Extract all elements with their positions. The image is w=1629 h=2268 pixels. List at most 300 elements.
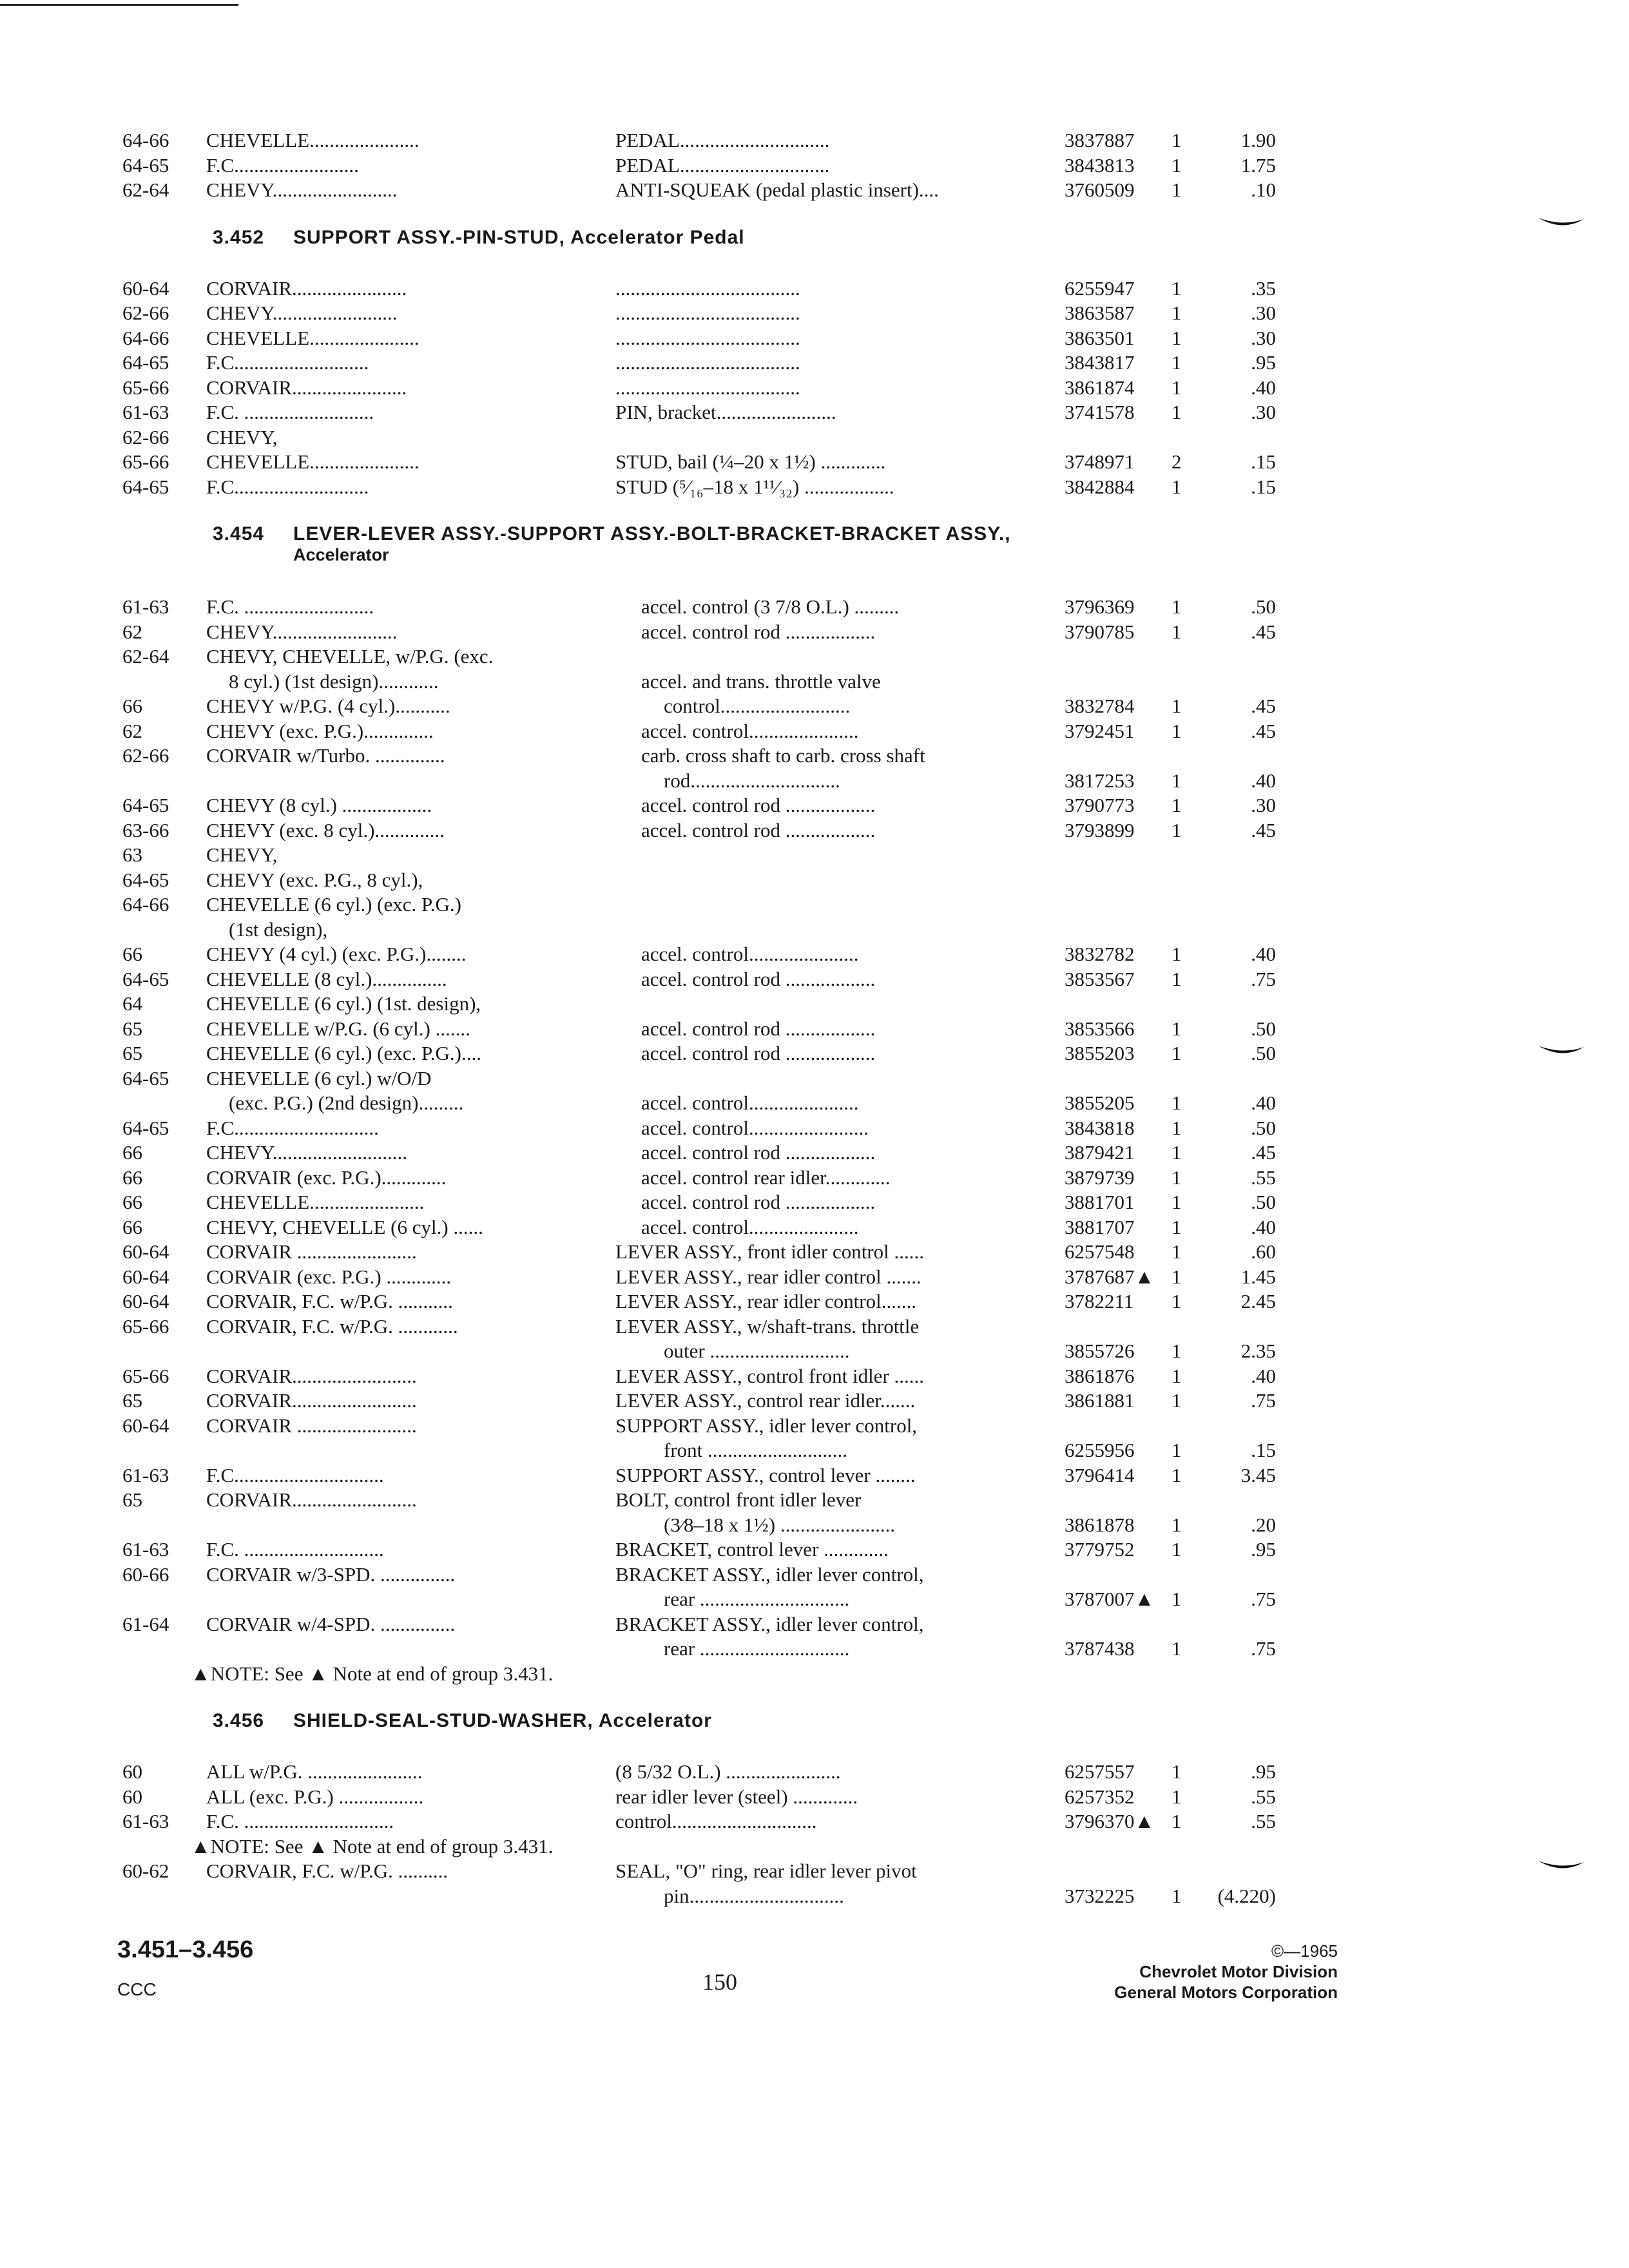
price: .35	[1251, 276, 1276, 300]
part-description: accel. control rod ..................	[641, 620, 876, 643]
part-number: 3881701	[1065, 1191, 1135, 1213]
price: .15	[1251, 475, 1276, 498]
quantity: 1	[1171, 1785, 1182, 1808]
table-row	[0, 350, 1629, 376]
part-description: STUD, bail (¼–20 x 1½) .............	[615, 450, 886, 473]
model-year: 60-64	[122, 1265, 169, 1288]
model-name: CORVAIR w/3-SPD. ...............	[206, 1562, 456, 1586]
model-name: F.C..............................	[206, 1463, 384, 1486]
price: .75	[1251, 1588, 1276, 1610]
model-name: CHEVELLE (6 cyl.) (1st. design),	[206, 992, 481, 1015]
table-row	[0, 1314, 1629, 1340]
model-year: 62	[122, 620, 142, 643]
model-year: 64-65	[122, 794, 169, 816]
quantity: 1	[1171, 326, 1182, 349]
model-year: 62-64	[122, 645, 169, 668]
part-number: 3863501	[1065, 326, 1135, 349]
part-description: outer ............................	[664, 1340, 850, 1362]
model-year: 65-66	[122, 450, 169, 473]
quantity: 2	[1171, 450, 1182, 473]
quantity: 1	[1171, 1810, 1182, 1832]
quantity: 1	[1171, 1042, 1182, 1064]
model-year: 61-63	[122, 1810, 169, 1832]
model-name: CHEVELLE (8 cyl.)...............	[206, 967, 447, 990]
part-number: 3792451	[1065, 719, 1135, 742]
footer-publisher	[1114, 1941, 1338, 2003]
part-number: 3843813	[1065, 153, 1135, 177]
part-description: BOLT, control front idler lever	[615, 1488, 862, 1511]
section-title: SUPPORT ASSY.-PIN-STUD, Accelerator Pedal	[293, 226, 745, 248]
model-year: 65	[122, 1389, 142, 1412]
price: 1.75	[1240, 153, 1276, 177]
model-year: 62	[122, 719, 142, 742]
quantity: 1	[1171, 1513, 1182, 1536]
table-row	[0, 1189, 1629, 1215]
price: 2.35	[1240, 1340, 1276, 1362]
part-number: 3760509	[1065, 178, 1135, 201]
model-year: 64-65	[122, 1066, 169, 1090]
model-name: 8 cyl.) (1st design)............	[229, 669, 439, 693]
model-year: 63-66	[122, 818, 169, 841]
quantity: 1	[1171, 351, 1182, 374]
section-number: 3.454	[213, 523, 265, 544]
part-description: accel. control rod ..................	[641, 1042, 876, 1064]
quantity: 1	[1171, 794, 1182, 816]
model-name: CHEVY.........................	[206, 178, 398, 201]
part-number: 3748971	[1065, 450, 1135, 473]
quantity: 1	[1171, 1191, 1182, 1213]
part-description: accel. control......................	[641, 1091, 859, 1114]
part-number: 3879421	[1065, 1141, 1135, 1164]
model-year: 66	[122, 1215, 142, 1238]
table-row	[0, 177, 1629, 203]
quantity: 1	[1171, 1116, 1182, 1139]
model-name: CHEVELLE.......................	[206, 1191, 425, 1213]
model-name: CORVAIR.......................	[206, 276, 407, 300]
table-row	[0, 1586, 1629, 1612]
model-year: 64	[122, 992, 142, 1015]
model-year: 64-66	[122, 326, 169, 349]
part-number: 3787687▲	[1065, 1265, 1155, 1288]
quantity: 1	[1171, 1389, 1182, 1412]
quantity: 1	[1171, 1091, 1182, 1114]
model-year: 61-64	[122, 1612, 169, 1635]
model-name: CHEVY, CHEVELLE (6 cyl.) ......	[206, 1215, 483, 1238]
quantity: 1	[1171, 153, 1182, 177]
price: .45	[1251, 719, 1276, 742]
binder-punch-mark	[1537, 213, 1585, 238]
model-year: 61-63	[122, 595, 169, 618]
price: .30	[1251, 302, 1276, 324]
part-description: SUPPORT ASSY., idler lever control,	[615, 1414, 918, 1437]
quantity: 1	[1171, 1439, 1182, 1461]
model-year: 66	[122, 1166, 142, 1189]
part-number: 3855726	[1065, 1340, 1135, 1362]
table-row	[0, 1759, 1629, 1785]
table-row	[0, 1809, 1629, 1834]
binder-punch-mark	[1537, 1041, 1585, 1066]
price: .50	[1251, 1191, 1276, 1213]
table-row	[0, 991, 1629, 1017]
model-year: 60-64	[122, 1414, 169, 1437]
price: .95	[1251, 351, 1276, 374]
quantity: 1	[1171, 595, 1182, 618]
price: .45	[1251, 620, 1276, 643]
section-title: LEVER-LEVER ASSY.-SUPPORT ASSY.-BOLT-BRACKET-BRACKET ASSY.,	[293, 523, 1011, 544]
table-row	[0, 1413, 1629, 1439]
model-year: 62-66	[122, 302, 169, 324]
model-name: F.C...........................	[206, 351, 369, 374]
quantity: 1	[1171, 695, 1182, 717]
model-name: F.C.............................	[206, 1116, 379, 1139]
table-row	[0, 399, 1629, 425]
part-number: 3832782	[1065, 943, 1135, 965]
model-year: 64-65	[122, 868, 169, 891]
table-row	[0, 842, 1629, 868]
table-row	[0, 276, 1629, 302]
table-row	[0, 818, 1629, 843]
model-year: 62-66	[122, 744, 169, 767]
model-name: CORVAIR.........................	[206, 1488, 417, 1511]
price: .75	[1251, 1389, 1276, 1412]
table-row	[0, 1388, 1629, 1414]
price: .45	[1251, 695, 1276, 717]
price: .30	[1251, 794, 1276, 816]
table-row	[0, 1066, 1629, 1091]
quantity: 1	[1171, 1240, 1182, 1263]
quantity: 1	[1171, 1141, 1182, 1164]
model-name: ALL (exc. P.G.) .................	[206, 1785, 424, 1808]
part-number: 3842884	[1065, 475, 1135, 498]
model-name: F.C. ..............................	[206, 1810, 394, 1832]
table-row	[0, 474, 1629, 500]
model-year: 60	[122, 1760, 142, 1783]
price: .40	[1251, 376, 1276, 399]
table-row	[0, 1611, 1629, 1637]
price: .75	[1251, 967, 1276, 990]
part-description: LEVER ASSY., w/shaft-trans. throttle	[615, 1314, 920, 1338]
section-heading	[213, 1710, 712, 1732]
part-description: ANTI-SQUEAK (pedal plastic insert)....	[615, 178, 939, 201]
part-description: accel. control rod ..................	[641, 1017, 876, 1040]
quantity: 1	[1171, 1265, 1182, 1288]
price: .50	[1251, 1017, 1276, 1040]
model-year: 62-64	[122, 178, 169, 201]
price: .20	[1251, 1513, 1276, 1536]
part-number: 3853567	[1065, 967, 1135, 990]
section-heading	[213, 523, 1011, 545]
part-description: PEDAL..............................	[615, 153, 830, 177]
model-name: CHEVY (exc. P.G., 8 cyl.),	[206, 868, 423, 891]
quantity: 1	[1171, 943, 1182, 965]
part-description: accel. control rod ..................	[641, 1141, 876, 1164]
price: .10	[1251, 178, 1276, 201]
table-row	[0, 1437, 1629, 1463]
quantity: 1	[1171, 620, 1182, 643]
table-row	[0, 425, 1629, 450]
model-name: CORVAIR (exc. P.G.).............	[206, 1166, 447, 1189]
table-row	[0, 1215, 1629, 1240]
part-description: rear ..............................	[664, 1637, 850, 1660]
part-number: 3855205	[1065, 1091, 1135, 1114]
part-description: BRACKET ASSY., idler lever control,	[615, 1562, 924, 1586]
model-name: (exc. P.G.) (2nd design).........	[229, 1091, 464, 1114]
model-name: CHEVELLE......................	[206, 450, 419, 473]
model-year: 65-66	[122, 1314, 169, 1338]
model-name: CORVAIR (exc. P.G.) .............	[206, 1265, 452, 1288]
footer-code: CCC	[117, 1979, 157, 1999]
part-description: BRACKET ASSY., idler lever control,	[615, 1612, 924, 1635]
model-year: 65-66	[122, 376, 169, 399]
part-description: .....................................	[615, 276, 800, 300]
part-number: 3863587	[1065, 302, 1135, 324]
model-name: CHEVY (exc. 8 cyl.)..............	[206, 818, 445, 841]
note: ▲NOTE: See ▲ Note at end of group 3.431.	[191, 1834, 554, 1858]
price: .30	[1251, 401, 1276, 423]
table-row	[0, 1463, 1629, 1488]
table-row	[0, 325, 1629, 351]
model-name: F.C. ..........................	[206, 401, 374, 423]
top-rule	[0, 4, 238, 6]
table-row	[0, 718, 1629, 744]
part-number: 3787007▲	[1065, 1588, 1155, 1610]
price: .75	[1251, 1637, 1276, 1660]
table-row	[0, 941, 1629, 967]
price: .45	[1251, 1141, 1276, 1164]
table-row	[0, 1363, 1629, 1389]
model-year: 64-66	[122, 129, 169, 151]
table-row	[0, 966, 1629, 992]
quantity: 1	[1171, 719, 1182, 742]
table-row	[0, 1487, 1629, 1513]
model-name: CORVAIR, F.C. w/P.G. ..........	[206, 1860, 448, 1882]
model-name: CORVAIR.......................	[206, 376, 407, 399]
table-row	[0, 1115, 1629, 1141]
table-row	[0, 1883, 1629, 1909]
part-number: 3741578	[1065, 401, 1135, 423]
table-row	[0, 917, 1629, 943]
part-number: 3843817	[1065, 351, 1135, 374]
part-description: front ............................	[664, 1439, 848, 1461]
model-name: CHEVELLE (6 cyl.) w/O/D	[206, 1066, 432, 1090]
table-row	[0, 793, 1629, 818]
model-name: (1st design),	[229, 918, 328, 941]
quantity: 1	[1171, 376, 1182, 399]
part-number: 3843818	[1065, 1116, 1135, 1139]
price: .95	[1251, 1760, 1276, 1783]
part-description: PEDAL..............................	[615, 129, 830, 151]
model-name: CHEVELLE (6 cyl.) (exc. P.G.)	[206, 893, 462, 916]
model-name: CHEVY,	[206, 425, 278, 448]
quantity: 1	[1171, 1340, 1182, 1362]
model-year: 61-63	[122, 401, 169, 423]
model-year: 66	[122, 1141, 142, 1164]
price: .40	[1251, 943, 1276, 965]
table-row	[0, 128, 1629, 153]
section-number: 3.456	[213, 1710, 265, 1731]
model-name: CHEVELLE w/P.G. (6 cyl.) .......	[206, 1017, 470, 1040]
model-name: CHEVELLE (6 cyl.) (exc. P.G.)....	[206, 1042, 482, 1064]
price: .15	[1251, 450, 1276, 473]
price: .60	[1251, 1240, 1276, 1263]
table-row	[0, 1264, 1629, 1290]
table-row	[0, 768, 1629, 794]
quantity: 1	[1171, 1290, 1182, 1312]
part-description: (3⁄8–18 x 1½) .......................	[664, 1513, 896, 1536]
part-number: 3796370▲	[1065, 1810, 1155, 1832]
model-year: 62-66	[122, 425, 169, 448]
model-name: CHEVY.........................	[206, 620, 398, 643]
part-description: accel. control rod ..................	[641, 1191, 876, 1213]
price: 3.45	[1240, 1463, 1276, 1486]
part-number: 3879739	[1065, 1166, 1135, 1189]
table-row	[0, 1016, 1629, 1042]
part-description: accel. control......................	[641, 943, 859, 965]
part-description: accel. control rear idler.............	[641, 1166, 891, 1189]
table-row	[0, 1537, 1629, 1562]
model-name: F.C...........................	[206, 475, 369, 498]
model-year: 66	[122, 1191, 142, 1213]
model-name: CHEVY (exc. P.G.)..............	[206, 719, 434, 742]
price: 2.45	[1240, 1290, 1276, 1312]
quantity: 1	[1171, 1166, 1182, 1189]
part-description: rod..............................	[664, 769, 840, 792]
quantity: 1	[1171, 1884, 1182, 1907]
part-description: SUPPORT ASSY., control lever ........	[615, 1463, 916, 1486]
section-number: 3.452	[213, 226, 265, 248]
part-number: 3881707	[1065, 1215, 1135, 1238]
part-description: STUD (⁵⁄₁₆–18 x 1¹¹⁄₃₂) ..................	[615, 475, 894, 498]
quantity: 1	[1171, 475, 1182, 498]
table-row	[0, 1512, 1629, 1538]
quantity: 1	[1171, 1637, 1182, 1660]
part-description: LEVER ASSY., control front idler ......	[615, 1364, 925, 1387]
model-year: 64-65	[122, 475, 169, 498]
model-year: 66	[122, 943, 142, 965]
table-row	[0, 619, 1629, 645]
model-year: 64-65	[122, 967, 169, 990]
model-name: CORVAIR.........................	[206, 1364, 417, 1387]
part-number: 3796369	[1065, 595, 1135, 618]
part-description: (8 5/32 O.L.) .......................	[615, 1760, 841, 1783]
price: .95	[1251, 1538, 1276, 1561]
part-number: 6257557	[1065, 1760, 1135, 1783]
part-number: 3732225	[1065, 1884, 1135, 1907]
quantity: 1	[1171, 769, 1182, 792]
model-year: 64-66	[122, 893, 169, 916]
part-description: LEVER ASSY., control rear idler.......	[615, 1389, 916, 1412]
table-row	[0, 669, 1629, 695]
part-number: 3793899	[1065, 818, 1135, 841]
table-row	[0, 1165, 1629, 1191]
part-description: .....................................	[615, 326, 800, 349]
model-year: 66	[122, 695, 142, 717]
part-description: carb. cross shaft to carb. cross shaft	[641, 744, 925, 767]
model-year: 60	[122, 1785, 142, 1808]
table-row	[0, 1289, 1629, 1314]
part-description: control..........................	[664, 695, 851, 717]
price: .55	[1251, 1166, 1276, 1189]
table-row	[0, 867, 1629, 893]
table-row	[0, 693, 1629, 719]
part-description: SEAL, "O" ring, rear idler lever pivot	[615, 1860, 917, 1882]
part-number: 3832784	[1065, 695, 1135, 717]
part-number: 3853566	[1065, 1017, 1135, 1040]
table-row	[0, 1090, 1629, 1116]
part-description: accel. control rod ..................	[641, 967, 876, 990]
model-name: F.C.........................	[206, 153, 359, 177]
division: Chevrolet Motor Division	[1139, 1962, 1338, 1981]
part-description: LEVER ASSY., front idler control ......	[615, 1240, 925, 1263]
quantity: 1	[1171, 401, 1182, 423]
model-name: CHEVELLE......................	[206, 129, 419, 151]
table-row	[0, 375, 1629, 401]
table-row	[0, 743, 1629, 769]
table-row	[0, 1239, 1629, 1265]
quantity: 1	[1171, 1538, 1182, 1561]
model-year: 63	[122, 843, 142, 866]
part-number: 6257548	[1065, 1240, 1135, 1263]
quantity: 1	[1171, 129, 1182, 151]
model-year: 61-63	[122, 1538, 169, 1561]
part-number: 3790773	[1065, 794, 1135, 816]
model-name: CHEVY (8 cyl.) ..................	[206, 794, 432, 816]
price: .40	[1251, 1091, 1276, 1114]
table-row	[0, 1140, 1629, 1166]
price: .55	[1251, 1785, 1276, 1808]
model-year: 65	[122, 1488, 142, 1511]
table-row	[0, 1338, 1629, 1364]
table-row	[0, 1636, 1629, 1662]
part-number: 3817253	[1065, 769, 1135, 792]
footer-group-range: 3.451–3.456	[117, 1936, 254, 1963]
model-name: CHEVELLE......................	[206, 326, 419, 349]
part-number: 3782211	[1065, 1290, 1134, 1312]
model-year: 60-66	[122, 1562, 169, 1586]
table-row	[0, 1562, 1629, 1588]
section-title: SHIELD-SEAL-STUD-WASHER, Accelerator	[293, 1710, 712, 1731]
price: .50	[1251, 1042, 1276, 1064]
part-number: 3861874	[1065, 376, 1135, 399]
corporation: General Motors Corporation	[1114, 1983, 1338, 2002]
part-description: LEVER ASSY., rear idler control .......	[615, 1265, 921, 1288]
part-description: rear idler lever (steel) .............	[615, 1785, 858, 1808]
model-name: CHEVY, CHEVELLE, w/P.G. (exc.	[206, 645, 494, 668]
quantity: 1	[1171, 1463, 1182, 1486]
part-number: 6257352	[1065, 1785, 1135, 1808]
part-description: accel. control........................	[641, 1116, 869, 1139]
table-row	[0, 892, 1629, 918]
model-name: ALL w/P.G. .......................	[206, 1760, 423, 1783]
table-row	[0, 153, 1629, 178]
part-number: 3837887	[1065, 129, 1135, 151]
quantity: 1	[1171, 967, 1182, 990]
price: .50	[1251, 595, 1276, 618]
model-year: 60-64	[122, 276, 169, 300]
part-number: 3779752	[1065, 1538, 1135, 1561]
model-year: 60-62	[122, 1860, 169, 1882]
part-description: accel. control rod ..................	[641, 794, 876, 816]
page-number: 150	[702, 1969, 737, 1995]
model-name: CHEVY,	[206, 843, 278, 866]
quantity: 1	[1171, 1588, 1182, 1610]
price: .30	[1251, 326, 1276, 349]
price: .45	[1251, 818, 1276, 841]
part-number: 3855203	[1065, 1042, 1135, 1064]
quantity: 1	[1171, 818, 1182, 841]
quantity: 1	[1171, 1017, 1182, 1040]
part-number: 3790785	[1065, 620, 1135, 643]
